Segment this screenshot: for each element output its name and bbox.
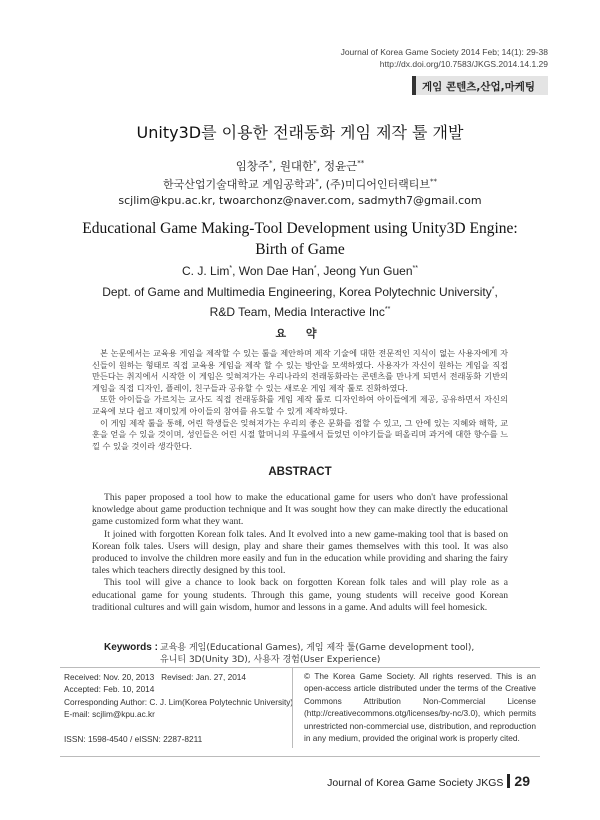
affiliation-name: Dept. of Game and Multimedia Engineering, Korea Polytechnic University [102, 285, 492, 299]
author-mark: * [313, 265, 317, 272]
accepted-date: Accepted: Feb. 10, 2014 [64, 684, 155, 695]
article-history [64, 671, 293, 721]
footer-journal: Journal of Korea Game Society JKGS [327, 777, 504, 789]
revised-date: Revised: Jan. 27, 2014 [161, 672, 247, 682]
corresponding-email[interactable]: E-mail: scjlim@kpu.ac.kr [64, 709, 155, 720]
license-notice: © The Korea Game Society. All rights reserved. This is an open-access article distributed under the terms of the Creative Commons Attribution Non-Commercial License (http://creativecommons.otg/licenses/by-nc/3.0), which permits unrestricted non-commercial use, distribution, and reproduction in any medium, provided the original work is properly cited. [304, 671, 536, 744]
affiliation-line: Dept. of Game and Multimedia Engineering, Korea Polytechnic University*, [102, 285, 498, 299]
journal-citation [341, 46, 548, 70]
abstract-paragraph: This tool will give a chance to look back on forgotten Korean folk tales and will play role as a educational game for young students. Through this game, young students will receive good Korean traditional cultures and will gain wisdom, humor and lessons in a game. And adults will feel homesick. [92, 577, 508, 613]
author-name: Won Dae Han [238, 264, 314, 278]
korean-abstract-heading: 요 약 [275, 327, 325, 340]
column-divider [292, 668, 293, 748]
keywords-list [160, 642, 510, 666]
english-affiliation [0, 281, 600, 321]
author-emails: scjlim@kpu.ac.kr, twoarchonz@naver.com, sadmyth7@gmail.com [118, 194, 482, 207]
english-title-line: Birth of Game [255, 241, 345, 258]
page-footer [327, 773, 530, 789]
korean-authors: 임창주*, 원대한*, 정윤근** [235, 159, 365, 173]
affiliation-mark: * [315, 177, 319, 186]
affiliation-name: 한국산업기술대학교 게임공학과 [163, 178, 316, 191]
korean-abstract [92, 348, 508, 452]
author-mark: ** [412, 265, 418, 272]
author-name: C. J. Lim [182, 264, 230, 278]
author-mark: * [269, 159, 273, 168]
author-mark: * [229, 265, 233, 272]
page-number: 29 [514, 773, 530, 789]
category-marker [412, 76, 416, 95]
english-title-line: Educational Game Making-Tool Development using Unity3D Engine: [82, 220, 518, 237]
affiliation-name: (주)미디어인터랙티브 [325, 178, 430, 191]
english-abstract [92, 492, 508, 614]
affiliation-mark: ** [384, 306, 391, 313]
affiliation-name: R&D Team, Media Interactive Inc [209, 305, 385, 319]
english-abstract-heading: ABSTRACT [268, 466, 332, 478]
footer-divider [60, 756, 540, 757]
abstract-paragraph: This paper proposed a tool how to make the educational game for users who don't have professional knowledge about game production technique and It was sought how they can make directly the educational game customized form what they want. [92, 492, 508, 528]
author-name: 원대한 [279, 159, 314, 173]
issn: ISSN: 1598-4540 / eISSN: 2287-8211 [64, 734, 203, 744]
korean-title: Unity3D를 이용한 전래동화 게임 제작 툴 개발 [136, 123, 464, 142]
keywords-divider [60, 667, 540, 668]
keywords-label: Keywords : [104, 642, 158, 653]
footer-separator [507, 774, 510, 788]
korean-affiliation: 한국산업기술대학교 게임공학과*, (주)미디어인터랙티브** [163, 177, 437, 191]
english-authors: C. J. Lim*, Won Dae Han*, Jeong Yun Guen** [182, 264, 418, 278]
affiliation-mark: * [491, 286, 495, 293]
journal-citation-line: Journal of Korea Game Society 2014 Feb; 14(1): 29-38 [340, 47, 548, 57]
affiliation-line [0, 301, 600, 321]
category-label: 게임 콘텐츠,산업,마케팅 [422, 81, 536, 93]
received-date: Received: Nov. 20, 2013 [64, 672, 155, 682]
abstract-paragraph: 이 게임 제작 툴을 통해, 어린 학생들은 잊혀져가는 우리의 좋은 문화를 접할 수 있고, 그 안에 있는 지혜와 해학, 교훈을 얻을 수 있을 것이며, 성인들은 어린 시절 할머니의 무릎에서 들었던 이야기들을 떠올리며 과거에 대한 향수를 느낄 수 있을 것이라 생각한다. [92, 417, 508, 451]
abstract-paragraph: 본 논문에서는 교육용 게임을 제작할 수 있는 툴을 제안하며 제작 기술에 대한 전문적인 지식이 없는 사용자에게 자신들이 원하는 형태로 직접 교육용 게임을 제작 할 수 있는 방안을 모색하였다. 사용자가 자신이 원하는 게임을 직접 만든다는 취지에서 시작한 이 게임은 잊혀져가는 우리나라의 전래동화라는 콘텐츠를 만나게 되면서 전래동화 기반의 게임을 직접 디자인, 플레이, 친구들과 공유할 수 있는 새로운 게임 제작 툴로 진화하였다. [92, 348, 508, 393]
author-mark: ** [357, 159, 365, 168]
received-revised-line [64, 671, 293, 683]
author-name: Jeong Yun Guen [323, 264, 413, 278]
author-mark: * [313, 159, 317, 168]
keywords-line: 유니티 3D(Unity 3D), 사용자 경험(User Experience) [160, 655, 381, 665]
affiliation-mark: ** [429, 177, 437, 186]
doi-link[interactable]: http://dx.doi.org/10.7583/JKGS.2014.14.1.29 [379, 59, 548, 69]
author-name: 임창주 [235, 159, 270, 173]
abstract-paragraph: 또한 아이들을 가르치는 교사도 직접 전래동화를 게임 제작 툴로 디자인하여 아이들에게 제공, 공유하면서 자신의 교육에 보다 쉽고 재미있게 아이들의 참여를 유도할 수 있게 제작하였다. [92, 394, 508, 416]
english-title [0, 218, 600, 260]
abstract-paragraph: It joined with forgotten Korean folk tales. And It evolved into a new game-making tool that is based on Korean folk tales. Users will design, play and share their games themselves with this tool. It was also produced to involve the children more easily and fun in the education while providing and sharing the fairy tales which teachers directly designed by this tool. [92, 528, 508, 577]
corresponding-author: Corresponding Author: C. J. Lim(Korea Polytechnic University) [64, 696, 294, 707]
keywords-line: 교육용 게임(Educational Games), 게임 제작 툴(Game development tool), [160, 643, 475, 653]
author-name: 정윤근 [323, 159, 358, 173]
